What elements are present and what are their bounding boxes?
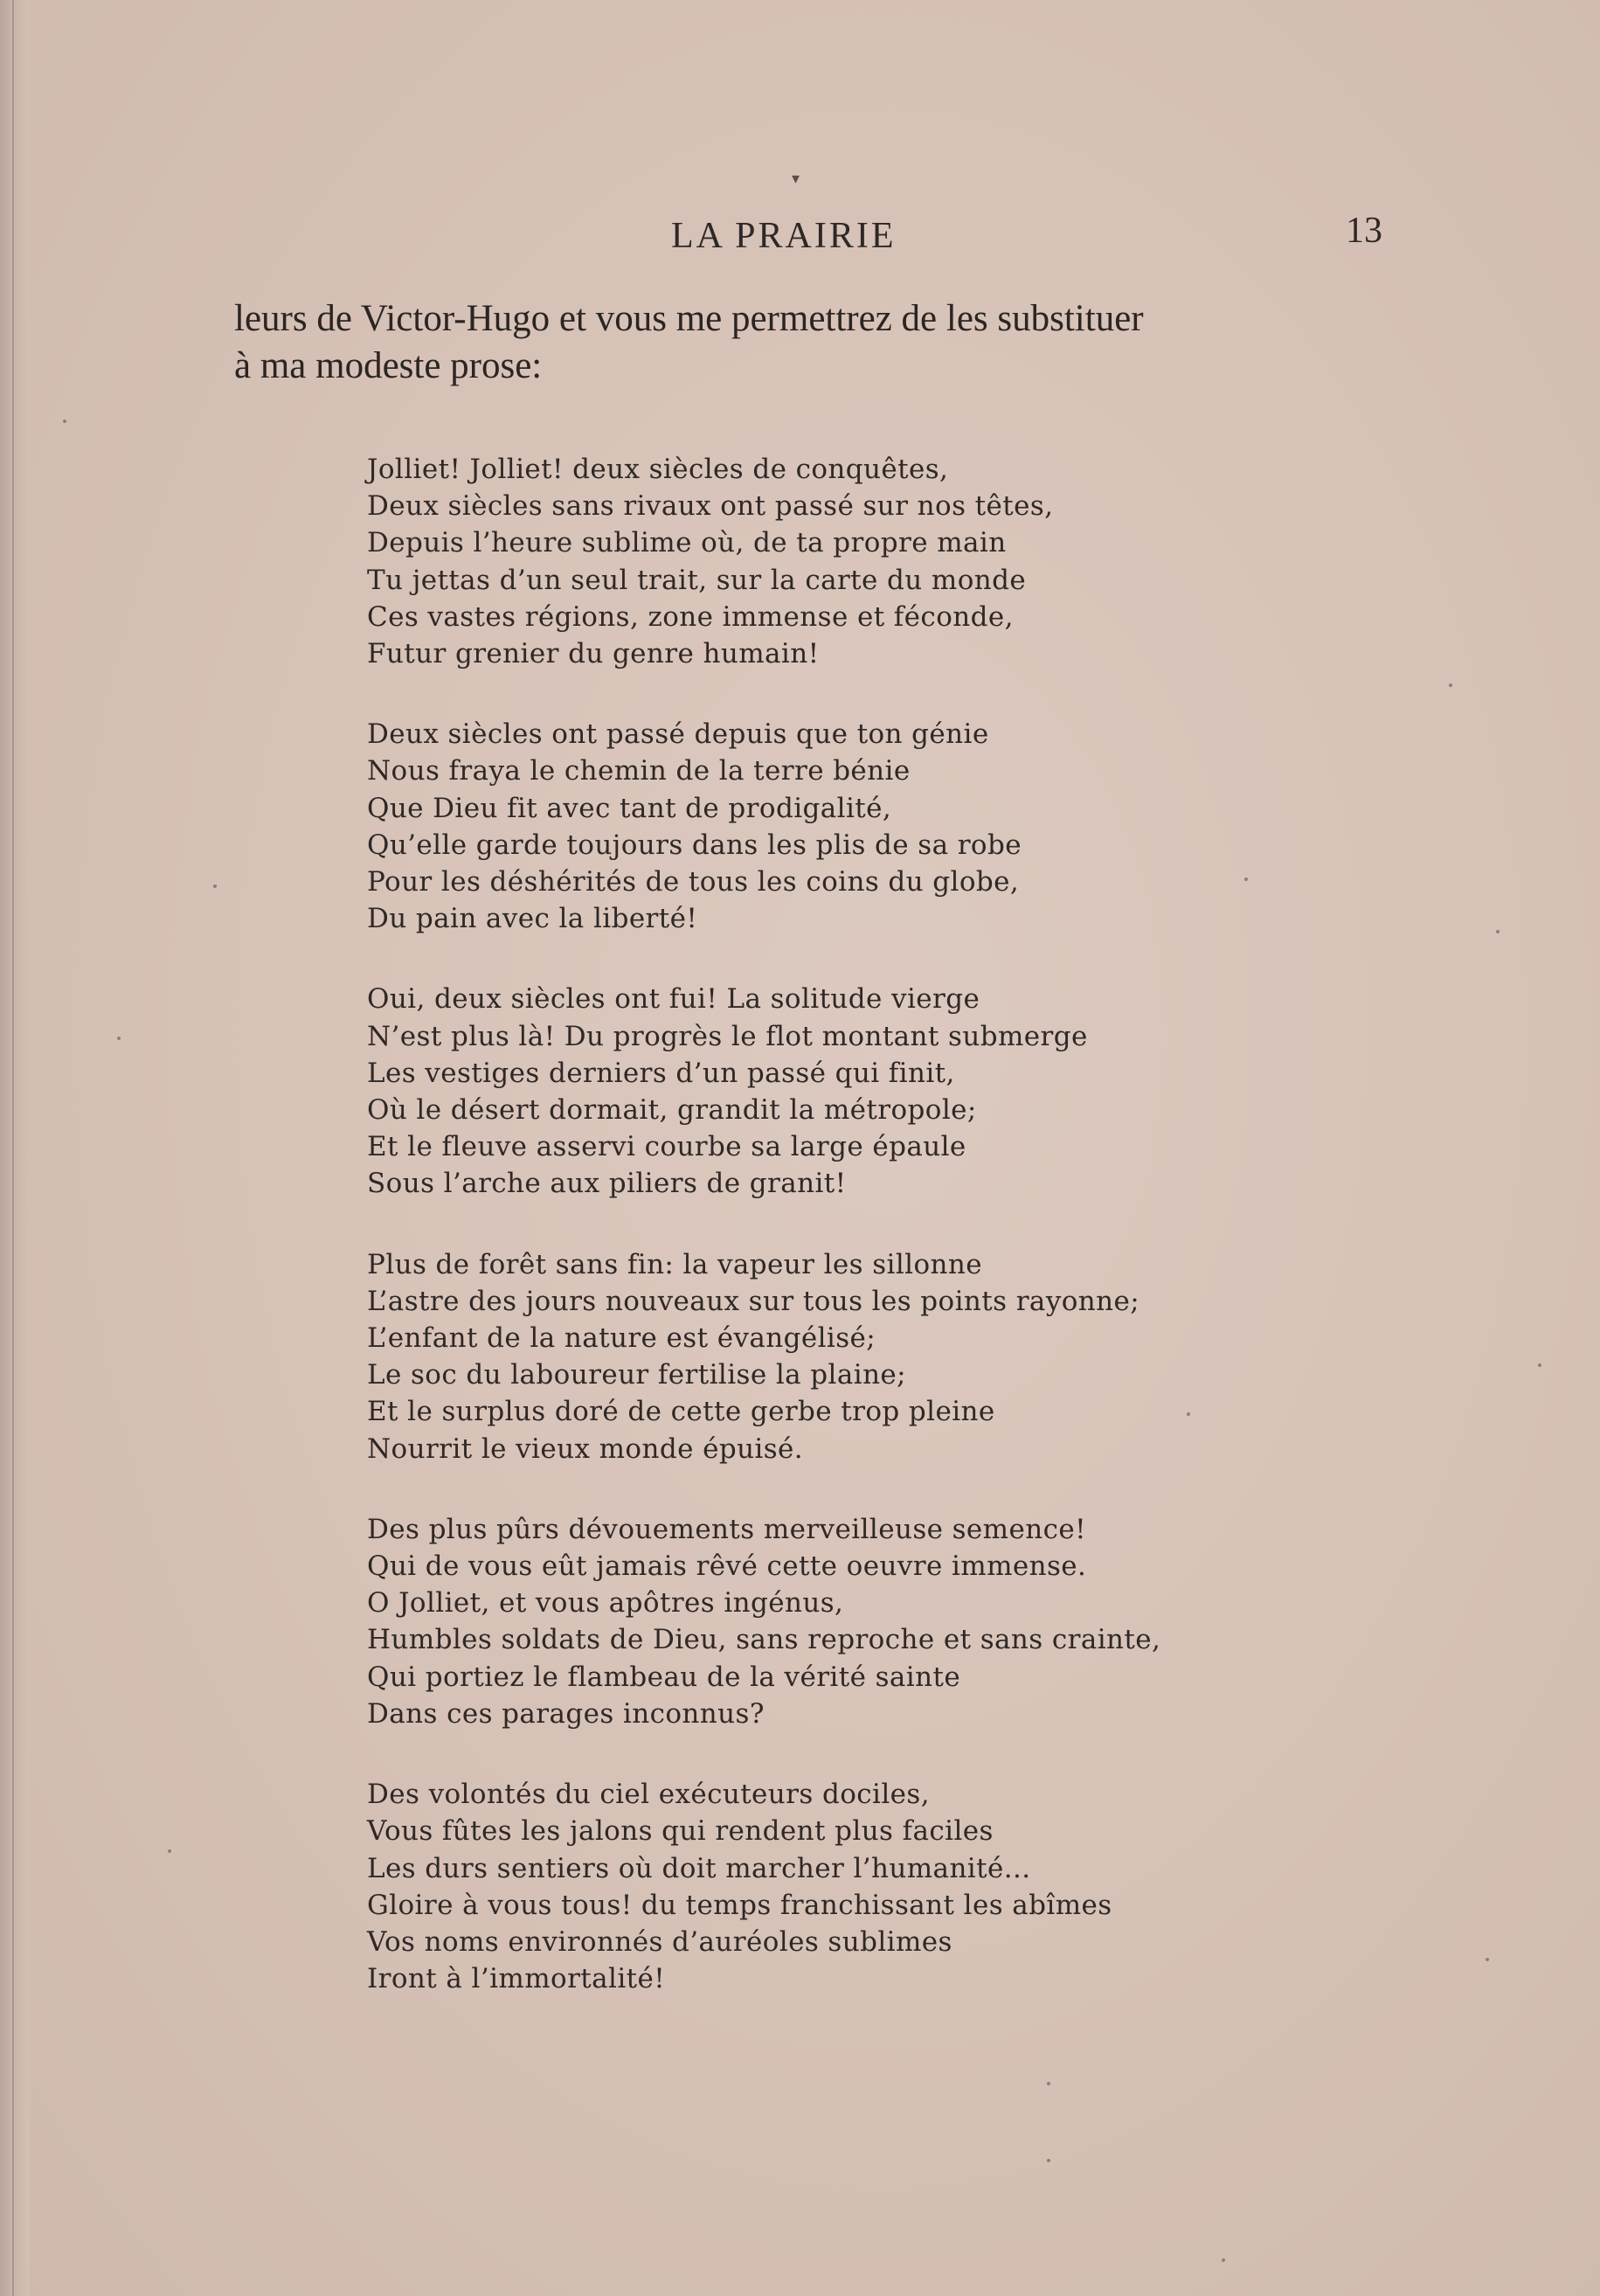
paper-speck xyxy=(1222,2258,1225,2262)
verse-line: Nourrit le vieux monde épuisé. xyxy=(367,1432,804,1465)
stanza xyxy=(367,1246,1328,1467)
verse-line: L’astre des jours nouveaux sur tous les points rayonne; xyxy=(367,1285,1140,1317)
verse-line: Deux siècles ont passé depuis que ton génie xyxy=(367,718,989,751)
verse-line: Iront à l’immortalité! xyxy=(367,1963,666,1995)
running-title: LA PRAIRIE xyxy=(671,216,897,256)
gutter-line xyxy=(12,0,14,2296)
verse-line: Tu jettas d’un seul trait, sur la carte du monde xyxy=(367,564,1027,596)
verse-line: Et le fleuve asservi courbe sa large épaule xyxy=(367,1131,966,1163)
verse-line: Vous fûtes les jalons qui rendent plus faciles xyxy=(367,1815,994,1848)
prose-line: leurs de Victor-Hugo et vous me permettrez de les substituer xyxy=(234,298,1144,339)
verse-line: Qui de vous eût jamais rêvé cette oeuvre immense. xyxy=(367,1550,1087,1583)
verse-line: Depuis l’heure sublime où, de ta propre main xyxy=(367,527,1007,559)
stanza xyxy=(367,1776,1328,1997)
stanza xyxy=(367,1511,1328,1732)
verse-line: Oui, deux siècles ont fui! La solitude vierge xyxy=(367,983,980,1016)
paper-speck xyxy=(1047,2082,1050,2085)
page-header xyxy=(0,210,1600,262)
paper-speck xyxy=(1187,1412,1190,1416)
verse-line: O Jolliet, et vous apôtres ingénus, xyxy=(367,1587,844,1620)
verse-line: Des plus pûrs dévouements merveilleuse semence! xyxy=(367,1513,1086,1545)
verse-line: Sous l’arche aux piliers de granit! xyxy=(367,1168,847,1200)
paper-speck xyxy=(1496,930,1500,933)
paper-speck xyxy=(117,1037,121,1040)
verse-line: Pour les déshérités de tous les coins du globe, xyxy=(367,866,1020,898)
paper-speck xyxy=(1244,877,1248,881)
paper-speck xyxy=(1047,2159,1050,2162)
verse-line: Les durs sentiers où doit marcher l’humanité... xyxy=(367,1852,1031,1884)
stanza xyxy=(367,451,1328,672)
verse-line: Des volontés du ciel exécuteurs dociles, xyxy=(367,1779,930,1811)
stanza xyxy=(367,716,1328,937)
paper-speck xyxy=(213,884,217,888)
verse-line: Vos noms environnés d’auréoles sublimes xyxy=(367,1925,952,1958)
verse-line: Que Dieu fit avec tant de prodigalité, xyxy=(367,792,892,824)
verse-line: Les vestiges derniers d’un passé qui finit, xyxy=(367,1057,955,1089)
poem xyxy=(367,451,1328,2041)
verse-line: Dans ces parages inconnus? xyxy=(367,1697,765,1730)
verse-line: Où le désert dormait, grandit la métropole; xyxy=(367,1094,977,1127)
verse-line: Qui portiez le flambeau de la vérité sainte xyxy=(367,1661,961,1693)
verse-line: Gloire à vous tous! du temps franchissant les abîmes xyxy=(367,1889,1112,1921)
paper-speck xyxy=(1538,1363,1541,1367)
stanza xyxy=(367,981,1328,1202)
paper-speck xyxy=(168,1849,171,1853)
verse-line: Et le surplus doré de cette gerbe trop pleine xyxy=(367,1396,995,1428)
verse-line: L’enfant de la nature est évangélisé; xyxy=(367,1322,876,1355)
verse-line: Jolliet! Jolliet! deux siècles de conquêtes, xyxy=(367,454,949,485)
verse-line: Plus de forêt sans fin: la vapeur les sillonne xyxy=(367,1248,983,1280)
verse-line: Futur grenier du genre humain! xyxy=(367,638,820,670)
verse-line: Nous fraya le chemin de la terre bénie xyxy=(367,755,911,787)
paper-speck xyxy=(63,420,66,423)
verse-line: N’est plus là! Du progrès le flot montant submerge xyxy=(367,1020,1088,1052)
ornament-mark: ▾ xyxy=(792,170,800,188)
prose-line: à ma modeste prose: xyxy=(234,345,543,386)
verse-line: Deux siècles sans rivaux ont passé sur nos têtes, xyxy=(367,490,1054,523)
page-number: 13 xyxy=(1346,211,1382,251)
verse-line: Le soc du laboureur fertilise la plaine; xyxy=(367,1359,907,1391)
prose-paragraph xyxy=(234,295,1396,390)
verse-line: Du pain avec la liberté! xyxy=(367,903,698,935)
page-gutter xyxy=(0,0,30,2296)
verse-line: Ces vastes régions, zone immense et féconde, xyxy=(367,600,1014,633)
paper-speck xyxy=(1486,1958,1489,1961)
verse-line: Humbles soldats de Dieu, sans reproche et sans crainte, xyxy=(367,1624,1161,1656)
verse-line: Qu’elle garde toujours dans les plis de sa robe xyxy=(367,829,1022,861)
paper-speck xyxy=(1449,683,1452,687)
